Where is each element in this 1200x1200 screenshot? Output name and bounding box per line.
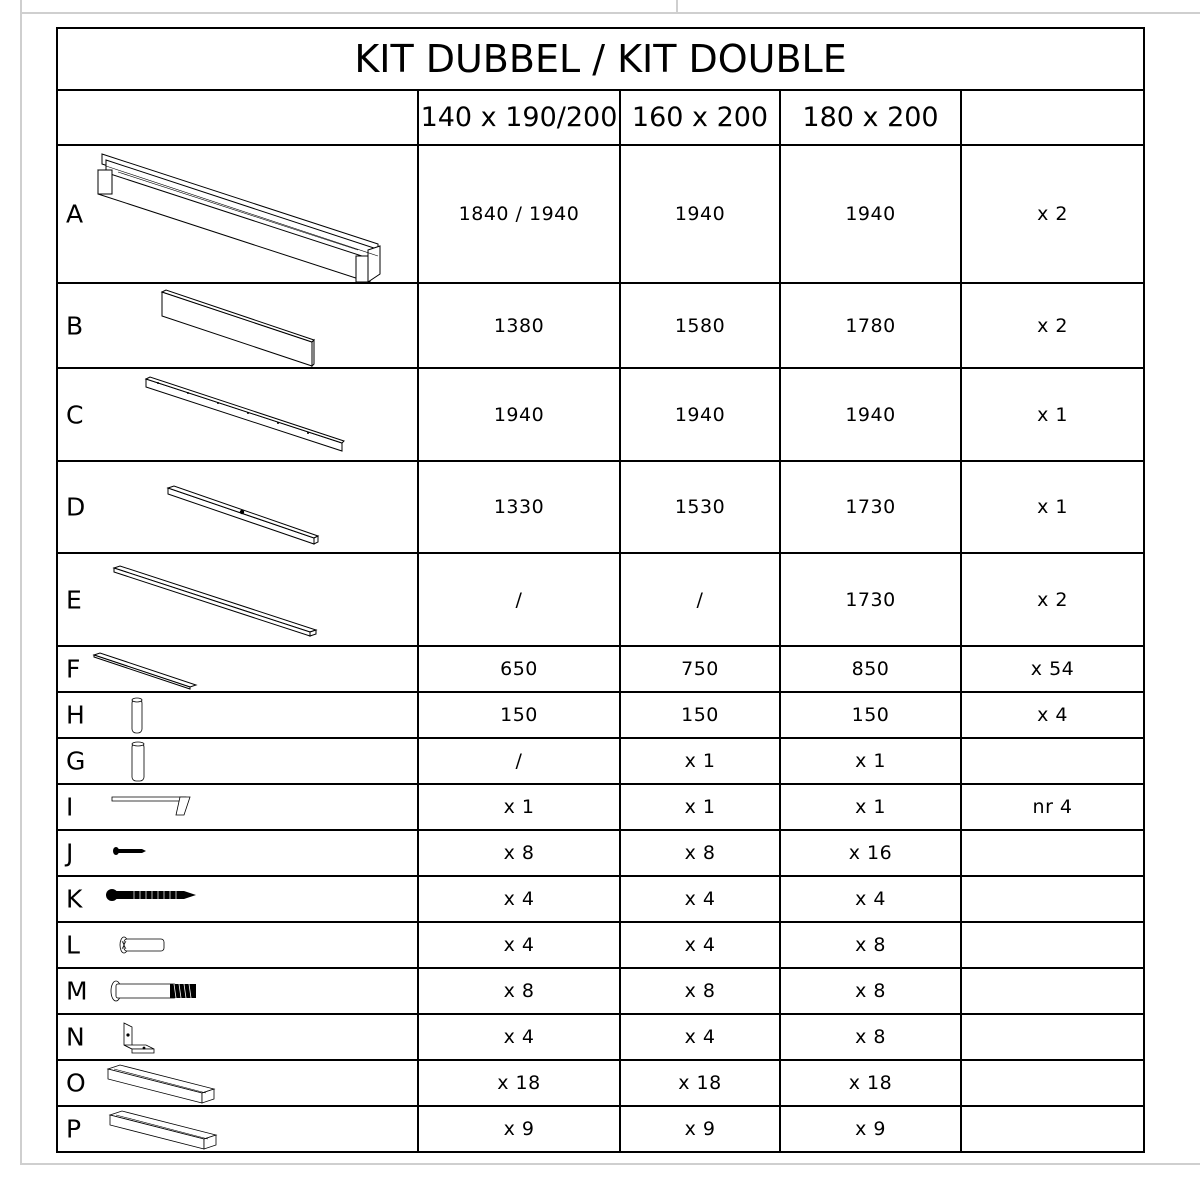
quantity: x 1 (961, 461, 1144, 553)
title-row (57, 28, 1144, 90)
quantity (961, 1106, 1144, 1152)
cross-bar-icon (58, 462, 417, 552)
wood-screw-icon (58, 877, 417, 921)
header-qty (961, 90, 1144, 145)
value-160: x 1 (620, 784, 780, 830)
value-180: x 1 (780, 784, 961, 830)
page-frame-left (20, 12, 22, 1164)
header-160: 160 x 200 (620, 90, 780, 145)
value-140: 150 (418, 692, 620, 738)
value-160: x 18 (620, 1060, 780, 1106)
quantity (961, 922, 1144, 968)
table-row (57, 1060, 1144, 1106)
value-140: x 8 (418, 968, 620, 1014)
part-cell (57, 368, 418, 461)
quantity (961, 738, 1144, 784)
value-180: 1940 (780, 145, 961, 283)
leg-icon (58, 693, 417, 737)
slat-holder-icon (58, 1107, 417, 1151)
header-180: 180 x 200 (780, 90, 961, 145)
part-letter: C (66, 400, 84, 429)
part-letter: P (66, 1114, 82, 1144)
quantity: x 2 (961, 145, 1144, 283)
value-140: 1380 (418, 283, 620, 368)
value-160: x 8 (620, 830, 780, 876)
part-cell (57, 1106, 418, 1152)
value-180: x 16 (780, 830, 961, 876)
value-160: 1940 (620, 368, 780, 461)
value-160: 1940 (620, 145, 780, 283)
value-140: x 4 (418, 1014, 620, 1060)
table-title: KIT DUBBEL / KIT DOUBLE (57, 28, 1144, 90)
quantity: x 1 (961, 368, 1144, 461)
parts-table (56, 27, 1145, 1153)
table-row (57, 922, 1144, 968)
quantity: x 2 (961, 553, 1144, 646)
part-letter: H (66, 700, 85, 730)
part-letter: J (66, 838, 74, 868)
value-140: x 9 (418, 1106, 620, 1152)
value-140: 1330 (418, 461, 620, 553)
value-140: x 18 (418, 1060, 620, 1106)
page-frame-divider (676, 0, 678, 12)
part-cell (57, 461, 418, 553)
part-letter: G (66, 746, 86, 776)
value-180: 1730 (780, 461, 961, 553)
value-140: 650 (418, 646, 620, 692)
quantity: x 54 (961, 646, 1144, 692)
header-140: 140 x 190/200 (418, 90, 620, 145)
part-letter: E (66, 585, 82, 614)
value-180: x 9 (780, 1106, 961, 1152)
slat-icon (58, 647, 417, 691)
slat-holder-icon (58, 1061, 417, 1105)
table-row (57, 968, 1144, 1014)
value-140: 1840 / 1940 (418, 145, 620, 283)
part-cell (57, 553, 418, 646)
table-row (57, 1106, 1144, 1152)
part-cell (57, 876, 418, 922)
angle-bracket-icon (58, 1015, 417, 1059)
quantity: nr 4 (961, 784, 1144, 830)
value-140: 1940 (418, 368, 620, 461)
part-letter: B (66, 311, 84, 340)
table-row (57, 646, 1144, 692)
table-row (57, 784, 1144, 830)
value-180: 1940 (780, 368, 961, 461)
value-160: x 4 (620, 1014, 780, 1060)
part-cell (57, 692, 418, 738)
value-180: x 18 (780, 1060, 961, 1106)
table-row (57, 1014, 1144, 1060)
quantity: x 2 (961, 283, 1144, 368)
part-cell (57, 922, 418, 968)
value-160: x 1 (620, 738, 780, 784)
value-140: / (418, 738, 620, 784)
allen-key-icon (58, 785, 417, 829)
bolt-icon (58, 969, 417, 1013)
table-row (57, 283, 1144, 368)
part-letter: O (66, 1068, 86, 1098)
part-letter: L (66, 930, 80, 960)
value-180: 1730 (780, 553, 961, 646)
value-160: 1580 (620, 283, 780, 368)
part-letter: M (66, 976, 88, 1006)
table-row (57, 553, 1144, 646)
part-letter: N (66, 1022, 85, 1052)
value-160: x 4 (620, 922, 780, 968)
board-icon (58, 284, 417, 367)
value-160: x 8 (620, 968, 780, 1014)
value-160: 1530 (620, 461, 780, 553)
value-140: x 4 (418, 922, 620, 968)
part-cell (57, 646, 418, 692)
value-180: x 8 (780, 922, 961, 968)
value-140: x 8 (418, 830, 620, 876)
part-cell (57, 784, 418, 830)
plank-icon (58, 554, 417, 645)
center-beam-icon (58, 369, 417, 460)
value-160: 750 (620, 646, 780, 692)
part-cell (57, 1060, 418, 1106)
quantity (961, 968, 1144, 1014)
value-140: x 1 (418, 784, 620, 830)
part-letter: K (66, 884, 83, 914)
bed-side-rail-icon (58, 146, 417, 282)
part-cell (57, 1014, 418, 1060)
quantity (961, 1060, 1144, 1106)
quantity: x 4 (961, 692, 1144, 738)
value-180: 1780 (780, 283, 961, 368)
quantity (961, 876, 1144, 922)
dowel-bolt-icon (58, 923, 417, 967)
value-180: x 8 (780, 968, 961, 1014)
part-cell (57, 145, 418, 283)
quantity (961, 1014, 1144, 1060)
part-cell (57, 830, 418, 876)
part-letter: A (66, 199, 84, 229)
value-180: x 8 (780, 1014, 961, 1060)
value-160: x 9 (620, 1106, 780, 1152)
small-screw-icon (58, 831, 417, 875)
part-cell (57, 968, 418, 1014)
table-row (57, 830, 1144, 876)
value-180: x 4 (780, 876, 961, 922)
page-frame-top (20, 0, 1200, 14)
page-frame-bottom (20, 1163, 1200, 1165)
table-row (57, 145, 1144, 283)
table-row (57, 692, 1144, 738)
header-blank (57, 90, 418, 145)
header-row (57, 90, 1144, 145)
value-160: / (620, 553, 780, 646)
value-180: x 1 (780, 738, 961, 784)
value-160: x 4 (620, 876, 780, 922)
value-160: 150 (620, 692, 780, 738)
part-cell (57, 738, 418, 784)
part-letter: F (66, 654, 81, 684)
value-140: / (418, 553, 620, 646)
table-row (57, 738, 1144, 784)
leg-icon (58, 739, 417, 783)
value-180: 850 (780, 646, 961, 692)
table-row (57, 461, 1144, 553)
part-letter: D (66, 492, 86, 522)
part-cell (57, 283, 418, 368)
quantity (961, 830, 1144, 876)
value-140: x 4 (418, 876, 620, 922)
value-180: 150 (780, 692, 961, 738)
part-letter: I (66, 792, 74, 822)
table-row (57, 368, 1144, 461)
table-row (57, 876, 1144, 922)
